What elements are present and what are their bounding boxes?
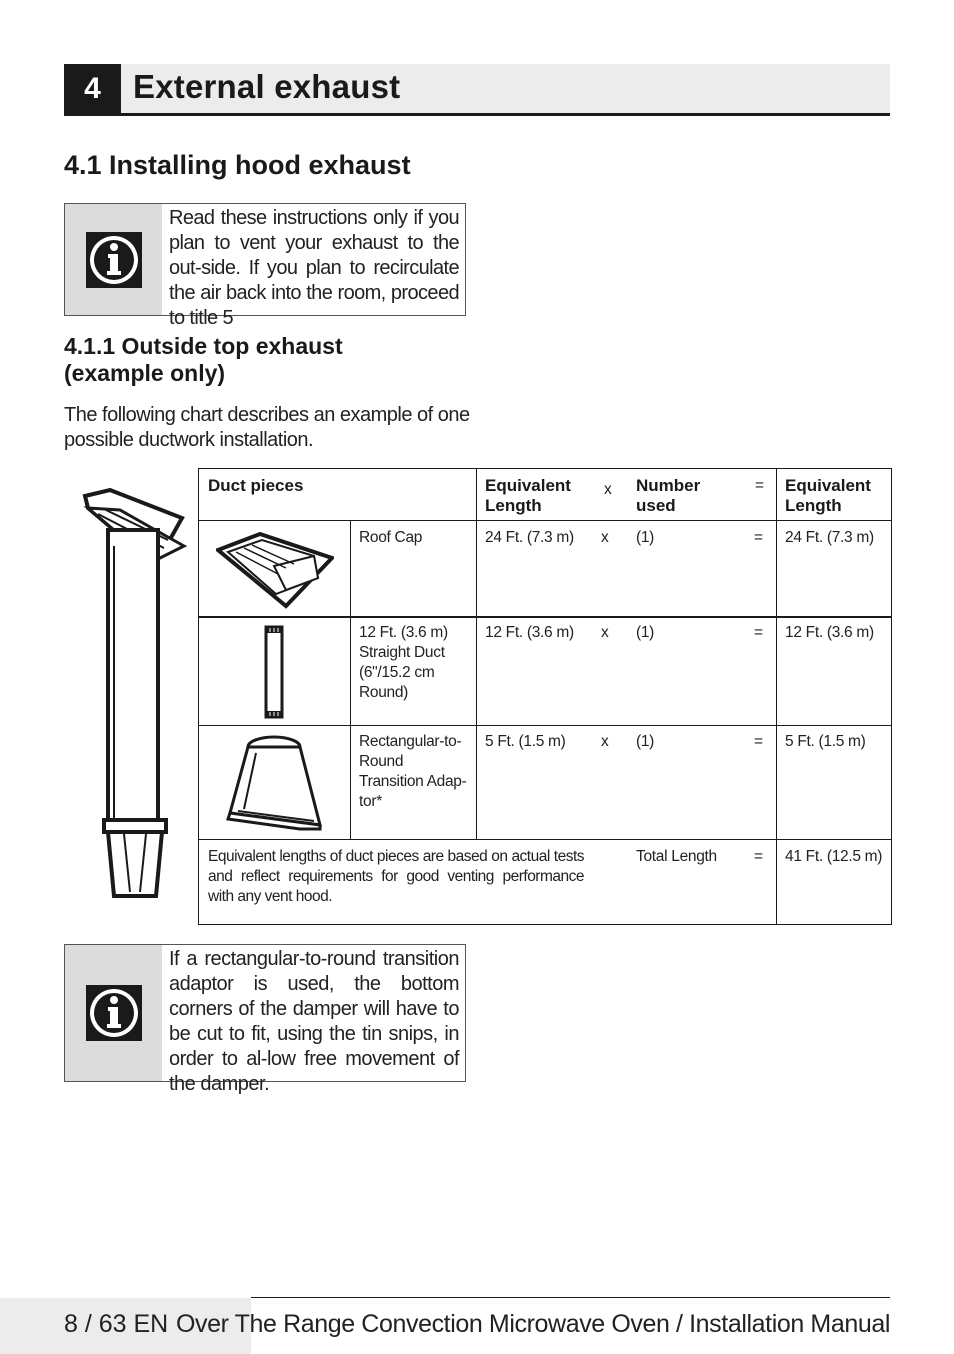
info-icon (65, 945, 162, 1081)
row-multiply: x (601, 529, 609, 546)
section-title: External exhaust (133, 68, 401, 105)
row-multiply: x (601, 624, 609, 641)
table-footnote: Equivalent lengths of duct pieces are based on actual tests and reflect requirements for good venting performance with any vent hood. (208, 848, 584, 905)
roof-cap-icon (216, 528, 334, 610)
row-equals: = (754, 733, 763, 750)
header-number-used: Number used (636, 476, 701, 515)
info-note-text: If a rectangular-to-round transition adaptor is used, the bottom corners of the damper will have to be cut to fit, using the tin snips, in order to al-low free movement of the damper. (169, 948, 459, 1095)
footer-divider (251, 1297, 890, 1298)
subsubsection-title (64, 333, 464, 387)
header-equals: = (755, 477, 764, 494)
row-length: 24 Ft. (7.3 m) (485, 529, 574, 546)
subsection-title: 4.1 Installing hood exhaust (64, 150, 411, 180)
header-duct-pieces: Duct pieces (208, 476, 304, 495)
straight-duct-icon (264, 625, 284, 719)
ductwork-table (198, 468, 892, 925)
info-note-text: Read these instructions only if you plan to vent your exhaust to the out-side. If you plan to recirculate the air back into the room, proceed to title 5 (169, 207, 459, 329)
row-length: 12 Ft. (3.6 m) (485, 624, 574, 641)
row-count: (1) (636, 733, 655, 750)
row-count: (1) (636, 624, 655, 641)
header-result-length: Equivalent Length (785, 476, 871, 515)
total-equals: = (754, 848, 763, 865)
row-equals: = (754, 624, 763, 641)
transition-adaptor-icon (226, 733, 324, 833)
row-total: 12 Ft. (3.6 m) (785, 624, 874, 641)
info-icon (65, 204, 162, 315)
total-length-value: 41 Ft. (12.5 m) (785, 848, 883, 865)
info-note (64, 203, 466, 329)
info-note (64, 944, 466, 1095)
intro-text: The following chart describes an example of one possible ductwork installation. (64, 404, 470, 451)
duct-assembly-illustration (80, 488, 190, 900)
section-header (64, 64, 890, 116)
row-total: 5 Ft. (1.5 m) (785, 733, 866, 750)
subsubsection-title-line1: 4.1.1 Outside top exhaust (64, 333, 343, 359)
row-length: 5 Ft. (1.5 m) (485, 733, 566, 750)
manual-title: Over The Range Convection Microwave Oven / Installation Manual (176, 1310, 890, 1338)
subsubsection-title-line2: (example only) (64, 360, 226, 386)
row-total: 24 Ft. (7.3 m) (785, 529, 874, 546)
header-multiply: x (604, 481, 612, 498)
row-multiply: x (601, 733, 609, 750)
row-equals: = (754, 529, 763, 546)
total-length-label: Total Length (636, 848, 717, 865)
page-number: 8 / 63 EN (64, 1310, 169, 1338)
header-equivalent-length: Equivalent Length (485, 476, 571, 515)
row-count: (1) (636, 529, 655, 546)
row-name: Rectangular-to-Round Transition Adap-tor* (359, 733, 467, 810)
row-name: 12 Ft. (3.6 m) Straight Duct (6"/15.2 cm Round) (359, 624, 448, 701)
section-number: 4 (64, 64, 121, 113)
row-name: Roof Cap (359, 529, 423, 546)
